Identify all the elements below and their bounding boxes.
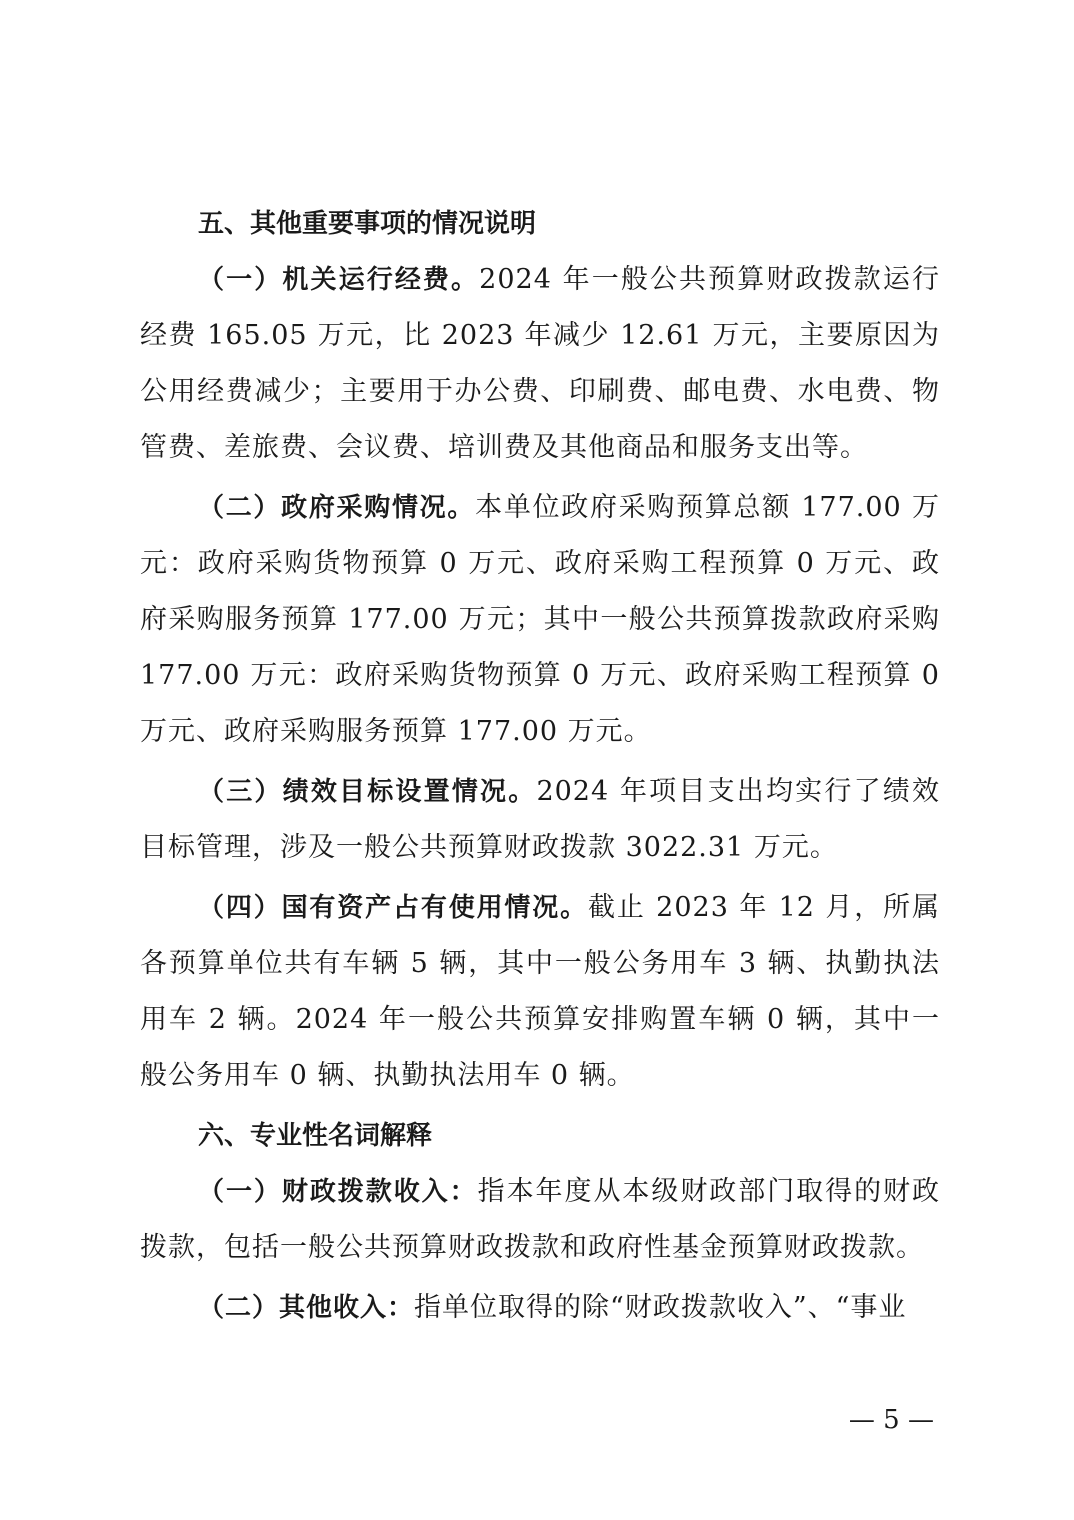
paragraph-lead: （一）机关运行经费。: [198, 265, 480, 295]
paragraph-performance-targets: [140, 764, 940, 876]
paragraph-text: 截止 2023 年 12 月，所属各预算单位共有车辆 5 辆，其中一般公务用车 3 辆、执勤执法用车 2 辆。2024 年一般公共预算安排购置车辆 0 辆，其中一般公务用车 0 辆、执勤执法用车 0 辆。: [140, 892, 940, 1091]
paragraph-text: 指本年度从本级财政部门取得的财政拨款，包括一般公共预算财政拨款和政府性基金预算财政拨款。: [140, 1176, 940, 1263]
paragraph-government-procurement: [140, 480, 940, 760]
paragraph-lead: （一）财政拨款收入：: [198, 1177, 478, 1207]
paragraph-state-assets: [140, 880, 940, 1104]
paragraph-text: 指单位取得的除“财政拨款收入”、“事业: [414, 1292, 907, 1323]
paragraph-lead: （四）国有资产占有使用情况。: [198, 893, 589, 923]
page-content: [140, 196, 940, 1340]
paragraph-text: 2024 年项目支出均实行了绩效目标管理，涉及一般公共预算财政拨款 3022.31 万元。: [140, 776, 940, 863]
paragraph-lead: （二）政府采购情况。: [198, 493, 476, 523]
paragraph-text: 本单位政府采购预算总额 177.00 万元：政府采购货物预算 0 万元、政府采购工程预算 0 万元、政府采购服务预算 177.00 万元；其中一般公共预算拨款政府采购 177.00 万元：政府采购货物预算 0 万元、政府采购工程预算 0 万元、政府采购服务预算 177.00 万元。: [140, 492, 940, 747]
paragraph-operating-expenses: [140, 252, 940, 476]
paragraph-other-income: [140, 1280, 940, 1336]
paragraph-lead: （二）其他收入：: [198, 1293, 415, 1323]
section-heading-terminology: 六、专业性名词解释: [198, 1121, 433, 1151]
paragraph-lead: （三）绩效目标设置情况。: [198, 777, 537, 807]
paragraph-fiscal-appropriation-income: [140, 1164, 940, 1276]
section-heading-other-matters: 五、其他重要事项的情况说明: [198, 209, 537, 239]
paragraph-text: 2024 年一般公共预算财政拨款运行经费 165.05 万元，比 2023 年减少 12.61 万元，主要原因为公用经费减少；主要用于办公费、印刷费、邮电费、水电费、物管费、差旅费、会议费、培训费及其他商品和服务支出等。: [140, 264, 940, 463]
page-number: — 5 —: [848, 1405, 934, 1435]
